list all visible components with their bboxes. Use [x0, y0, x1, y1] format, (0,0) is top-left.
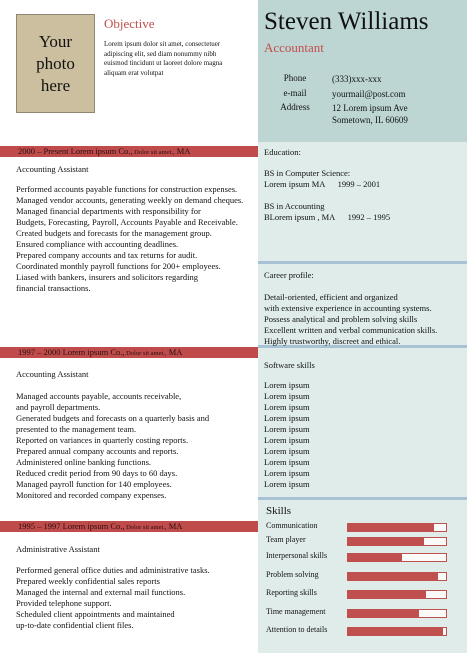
- duty-line: presented to the management team.: [16, 424, 137, 434]
- duty-line: Monitored and recorded company expenses.: [16, 490, 167, 500]
- skill-level-fill: [348, 610, 419, 617]
- software-list: [264, 380, 464, 490]
- skills-heading: Skills: [266, 505, 292, 517]
- career-heading: Career profile:: [264, 270, 314, 280]
- software-item: Lorem ipsum: [264, 402, 310, 412]
- job-state: MA: [174, 146, 191, 156]
- software-item: Lorem ipsum: [264, 424, 310, 434]
- duty-line: up-to-date confidential client files.: [16, 620, 134, 630]
- duty-line: Managed financial departments with responsibility for: [16, 206, 201, 216]
- skill-level-fill: [348, 573, 438, 580]
- job-period: 2000 – Present Lorem ipsum Co.,: [18, 146, 133, 156]
- software-item: Lorem ipsum: [264, 468, 310, 478]
- skill-level-bar: [347, 609, 447, 618]
- duty-line: Created budgets and forecasts for the management group.: [16, 228, 212, 238]
- education-line: Lorem ipsum MA 1999 – 2001: [264, 179, 381, 189]
- job-state: MA: [166, 347, 183, 357]
- duty-line: Budgets, Forecasting, Payroll, Accounts Payable and Receivable.: [16, 217, 238, 227]
- education-heading: Education:: [264, 147, 301, 157]
- career-line: Highly trustworthy, discreet and ethical.: [264, 336, 401, 346]
- skill-name: Interpersonal skills: [266, 551, 328, 560]
- objective-line: Lorem ipsum dolor sit amet, consectetuer: [104, 40, 221, 48]
- job-role: Accountant: [264, 40, 324, 55]
- email-value: yourmail@post.com: [332, 89, 406, 99]
- software-item: Lorem ipsum: [264, 435, 310, 445]
- email-label: e-mail: [283, 88, 307, 98]
- duty-line: and payroll departments.: [16, 402, 101, 412]
- skill-name: Communication: [266, 521, 318, 530]
- photo-placeholder: [16, 14, 95, 113]
- skill-name: Problem solving: [266, 570, 319, 579]
- job-period: 1995 – 1997 Lorem ipsum Co.,: [18, 521, 125, 531]
- address-line: Sometown, IL 60609: [332, 115, 408, 125]
- skill-level-fill: [348, 628, 443, 635]
- objective-heading: Objective: [104, 16, 155, 31]
- address-line: 12 Lorem ipsum Ave: [332, 103, 408, 113]
- address-value: [332, 102, 462, 126]
- job-duties: [16, 565, 258, 631]
- skill-row: [266, 607, 466, 619]
- skill-row: [266, 521, 466, 533]
- duty-line: Coordinated monthly payroll functions for 200+ employees.: [16, 261, 221, 271]
- skill-row: [266, 588, 466, 600]
- duty-line: Generated budgets and forecasts on a quarterly basis and: [16, 413, 210, 423]
- duty-line: financial transactions.: [16, 283, 91, 293]
- duty-line: Performed accounts payable functions for construction expenses.: [16, 184, 238, 194]
- duty-line: Managed vendor accounts, generating weekly on demand cheques.: [16, 195, 244, 205]
- skill-level-bar: [347, 553, 447, 562]
- skill-level-bar: [347, 523, 447, 532]
- section-divider: [258, 261, 467, 264]
- duty-line: Liased with bankers, insurers and solicitors regarding: [16, 272, 198, 282]
- job-company-detail: Dolor sit amet.,: [124, 350, 167, 357]
- section-divider: [258, 497, 467, 500]
- objective-line: aliquam erat volutpat: [104, 68, 164, 77]
- job-company-detail: Dolor sit amet.,: [132, 149, 175, 156]
- software-item: Lorem ipsum: [264, 391, 310, 401]
- duty-line: Performed general office duties and administrative tasks.: [16, 565, 210, 575]
- skill-row: [266, 551, 466, 563]
- skill-name: Reporting skills: [266, 588, 317, 597]
- software-heading: Software skills: [264, 360, 315, 370]
- duty-line: Managed accounts payable, accounts receivable,: [16, 391, 182, 401]
- skill-row: [266, 570, 466, 582]
- duty-line: Managed the internal and external mail functions.: [16, 587, 186, 597]
- job-period-bar: [0, 347, 258, 358]
- photo-text-line: here: [40, 75, 71, 95]
- software-item: Lorem ipsum: [264, 413, 310, 423]
- career-text: [264, 292, 464, 347]
- job-period: 1997 – 2000 Lorem ipsum Co.,: [18, 347, 125, 357]
- skill-name: Team player: [266, 535, 306, 544]
- skill-row: [266, 535, 466, 547]
- duty-line: Reported on variances in quarterly costing reports.: [16, 435, 189, 445]
- skill-level-fill: [348, 538, 424, 545]
- duty-line: Provided telephone support.: [16, 598, 112, 608]
- skill-level-fill: [348, 554, 402, 561]
- software-item: Lorem ipsum: [264, 479, 310, 489]
- job-state: MA: [166, 521, 183, 531]
- duty-line: Prepared annual company accounts and reports.: [16, 446, 179, 456]
- software-item: Lorem ipsum: [264, 380, 310, 390]
- software-item: Lorem ipsum: [264, 446, 310, 456]
- career-line: Detail-oriented, efficient and organized: [264, 292, 398, 302]
- header-panel: [258, 0, 467, 142]
- objective-line: adipiscing elit, sed diam nonummy nibh: [104, 49, 217, 58]
- phone-label: Phone: [283, 73, 307, 83]
- education-line: BLorem ipsum , MA 1992 – 1995: [264, 212, 391, 222]
- education-line: BS in Accounting: [264, 201, 325, 211]
- phone-value: (333)xxx-xxx: [332, 74, 382, 84]
- duty-line: Ensured compliance with accounting deadlines.: [16, 239, 179, 249]
- duty-line: Managed payroll function for 140 employees.: [16, 479, 172, 489]
- job-period-bar: [0, 146, 258, 157]
- education-line: [264, 190, 464, 201]
- address-label: Address: [280, 102, 310, 112]
- job-duties: [16, 184, 258, 294]
- skill-name: Attention to details: [266, 625, 328, 634]
- candidate-name: Steven Williams: [264, 8, 429, 35]
- skill-row: [266, 625, 466, 637]
- job-company-detail: Dolor sit amet.,: [124, 524, 167, 531]
- skill-level-fill: [348, 524, 434, 531]
- job-period-bar: [0, 521, 258, 532]
- objective-text: [104, 40, 260, 78]
- career-line: Possess analytical and problem solving skills: [264, 314, 418, 324]
- education-list: [264, 168, 464, 223]
- skill-level-bar: [347, 590, 447, 599]
- career-line: Excellent written and verbal communication skills.: [264, 325, 438, 335]
- skill-level-fill: [348, 591, 426, 598]
- duty-line: Prepared company accounts and tax returns for audit.: [16, 250, 198, 260]
- career-line: with extensive experience in accounting systems.: [264, 303, 432, 313]
- skill-level-bar: [347, 627, 447, 636]
- objective-line: euismod tincidunt ut laoreet dolore magna: [104, 59, 223, 67]
- photo-text-line: photo: [36, 53, 75, 73]
- education-line: BS in Computer Science:: [264, 168, 351, 178]
- skill-level-bar: [347, 572, 447, 581]
- job-duties: [16, 391, 258, 501]
- duty-line: Scheduled client appointments and maintained: [16, 609, 175, 619]
- photo-text-line: Your: [38, 31, 73, 51]
- job-title: Accounting Assistant: [16, 369, 89, 379]
- software-item: Lorem ipsum: [264, 457, 310, 467]
- duty-line: Reduced credit period from 90 days to 60 days.: [16, 468, 178, 478]
- job-title: Accounting Assistant: [16, 164, 89, 174]
- job-title: Administrative Assistant: [16, 544, 100, 554]
- skill-name: Time management: [266, 607, 326, 616]
- skill-level-bar: [347, 537, 447, 546]
- duty-line: Administered online banking functions.: [16, 457, 152, 467]
- duty-line: Prepared weekly confidential sales reports: [16, 576, 160, 586]
